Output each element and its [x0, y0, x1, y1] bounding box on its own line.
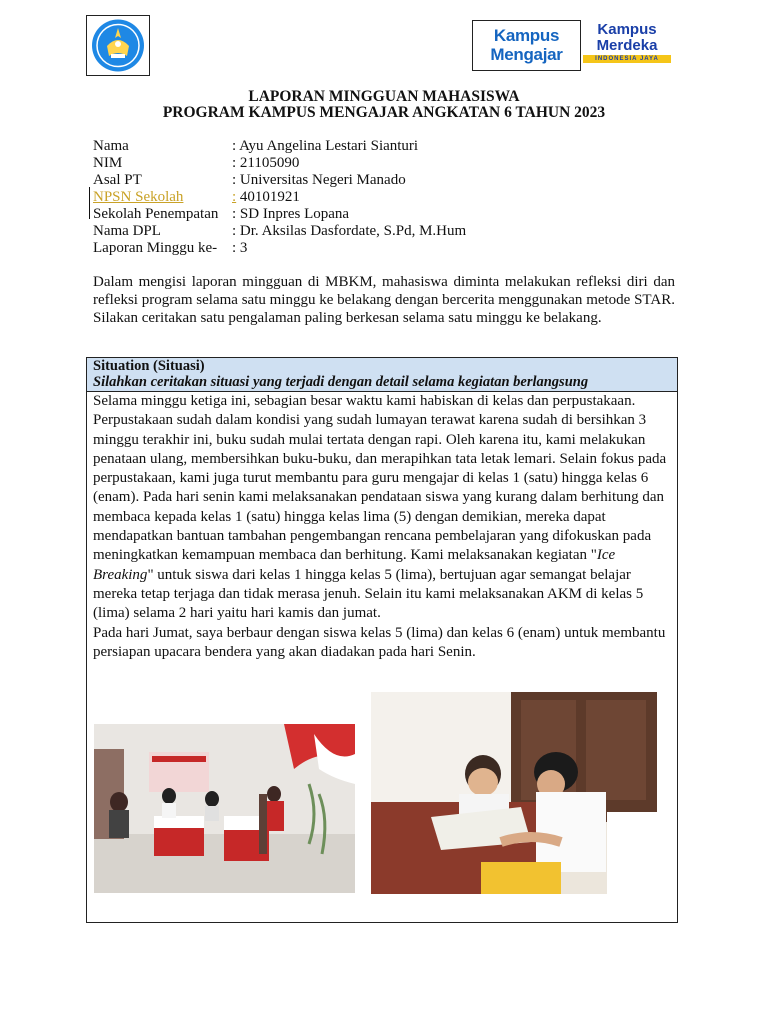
info-value: : Ayu Angelina Lestari Sianturi	[232, 138, 419, 154]
info-value-npsn-number: 40101921	[239, 189, 300, 205]
kampus-mengajar-logo-line1: Kampus	[493, 26, 560, 45]
kemendikbud-emblem-icon	[87, 16, 149, 75]
report-title: LAPORAN MINGGUAN MAHASISWA	[248, 88, 520, 105]
report-subtitle: PROGRAM KAMPUS MENGAJAR ANGKATAN 6 TAHUN 2023	[162, 104, 606, 121]
info-label: Nama	[93, 138, 129, 154]
info-label: Sekolah Penempatan	[93, 206, 219, 222]
info-label: Laporan Minggu ke-	[93, 240, 218, 256]
situation-subheading: Silahkan ceritakan situasi yang terjadi dengan detail selama kegiatan berlangsung	[93, 374, 589, 390]
info-value: : 3	[232, 240, 248, 256]
situation-section	[86, 357, 678, 923]
kampus-merdeka-logo-line2: Merdeka	[596, 37, 658, 54]
story-text: " untuk siswa dari kelas 1 hingga kelas 5 (lima), bertujuan agar semangat belajar mereka tetap terjaga dan tidak merasa jenuh. Selain itu kami melaksanakan AKM di kelas 5 (lima) selama 2 hari yaitu hari kamis dan jumat.	[93, 566, 644, 622]
info-value-npsn	[232, 189, 300, 206]
classroom-activity-photo	[94, 724, 355, 893]
tutoring-student-photo	[371, 692, 657, 894]
info-value: : Universitas Negeri Manado	[232, 172, 406, 188]
story-paragraph	[93, 392, 671, 624]
info-value: : SD Inpres Lopana	[232, 206, 350, 222]
situation-heading: Situation (Situasi)	[93, 358, 205, 374]
info-label: Asal PT	[93, 172, 142, 188]
info-label: NIM	[93, 155, 123, 171]
kampus-merdeka-logo	[583, 22, 671, 68]
story-text: Selama minggu ketiga ini, sebagian besar waktu kami habiskan di kelas dan perpustakaan. Perpustakaan sudah dalam kondisi yang sudah lumayan terawat karena sudah di bersihkan 3 minggu terakhir ini, buku sudah mulai tertata dengan rapi. Oleh karena itu, kami melakukan penataan ulang, membersihkan buku-buku, dan merapihkan tata letak lemari. Selain fokus pada perpustakaan, kami juga turut membantu para guru mengajar di kelas 1 (satu) hingga kelas 6 (enam). Pada hari senin kami melaksanakan pendataan siswa yang kurang dalam berhitung dan membaca kepada kelas 1 (satu) hingga kelas lima (5) dengan demikian, mereka dapat mendapatkan bantuan tambahan pengembangan rencana pembelajaran yang difokuskan pada meningkatkan kemampuan membaca dan berhitung. Kami melaksanakan kegiatan "	[93, 393, 667, 564]
kampus-merdeka-logo-line1: Kampus	[597, 21, 657, 38]
info-value-colon: :	[232, 189, 237, 205]
info-label-npsn	[93, 189, 228, 206]
intro-paragraph: Dalam mengisi laporan mingguan di MBKM, mahasiswa diminta melakukan refleksi diri dan refleksi program selama satu minggu ke belakang dengan bercerita menggunakan metode STAR. Silakan ceritakan satu pengalaman paling berkesan selama satu minggu ke belakang.	[93, 274, 675, 326]
info-value: : Dr. Aksilas Dasfordate, S.Pd, M.Hum	[232, 223, 467, 239]
kampus-mengajar-logo	[472, 20, 581, 71]
story-italic-text: Ice Breaking	[93, 547, 616, 583]
margin-marker	[89, 187, 90, 219]
kampus-merdeka-logo-tagline: INDONESIA JAYA	[583, 55, 671, 63]
situation-header	[87, 358, 677, 392]
info-value: : 21105090	[232, 155, 300, 171]
info-label: Nama DPL	[93, 223, 161, 239]
kemendikbud-logo	[86, 15, 150, 76]
story-paragraph: Pada hari Jumat, saya berbaur dengan siswa kelas 5 (lima) dan kelas 6 (enam) untuk membantu persiapan upacara bendera yang akan diadakan pada hari Senin.	[93, 624, 666, 660]
situation-story	[93, 392, 671, 662]
info-label: NPSN Sekolah	[93, 189, 184, 205]
kampus-mengajar-logo-line2: Mengajar	[490, 45, 563, 64]
